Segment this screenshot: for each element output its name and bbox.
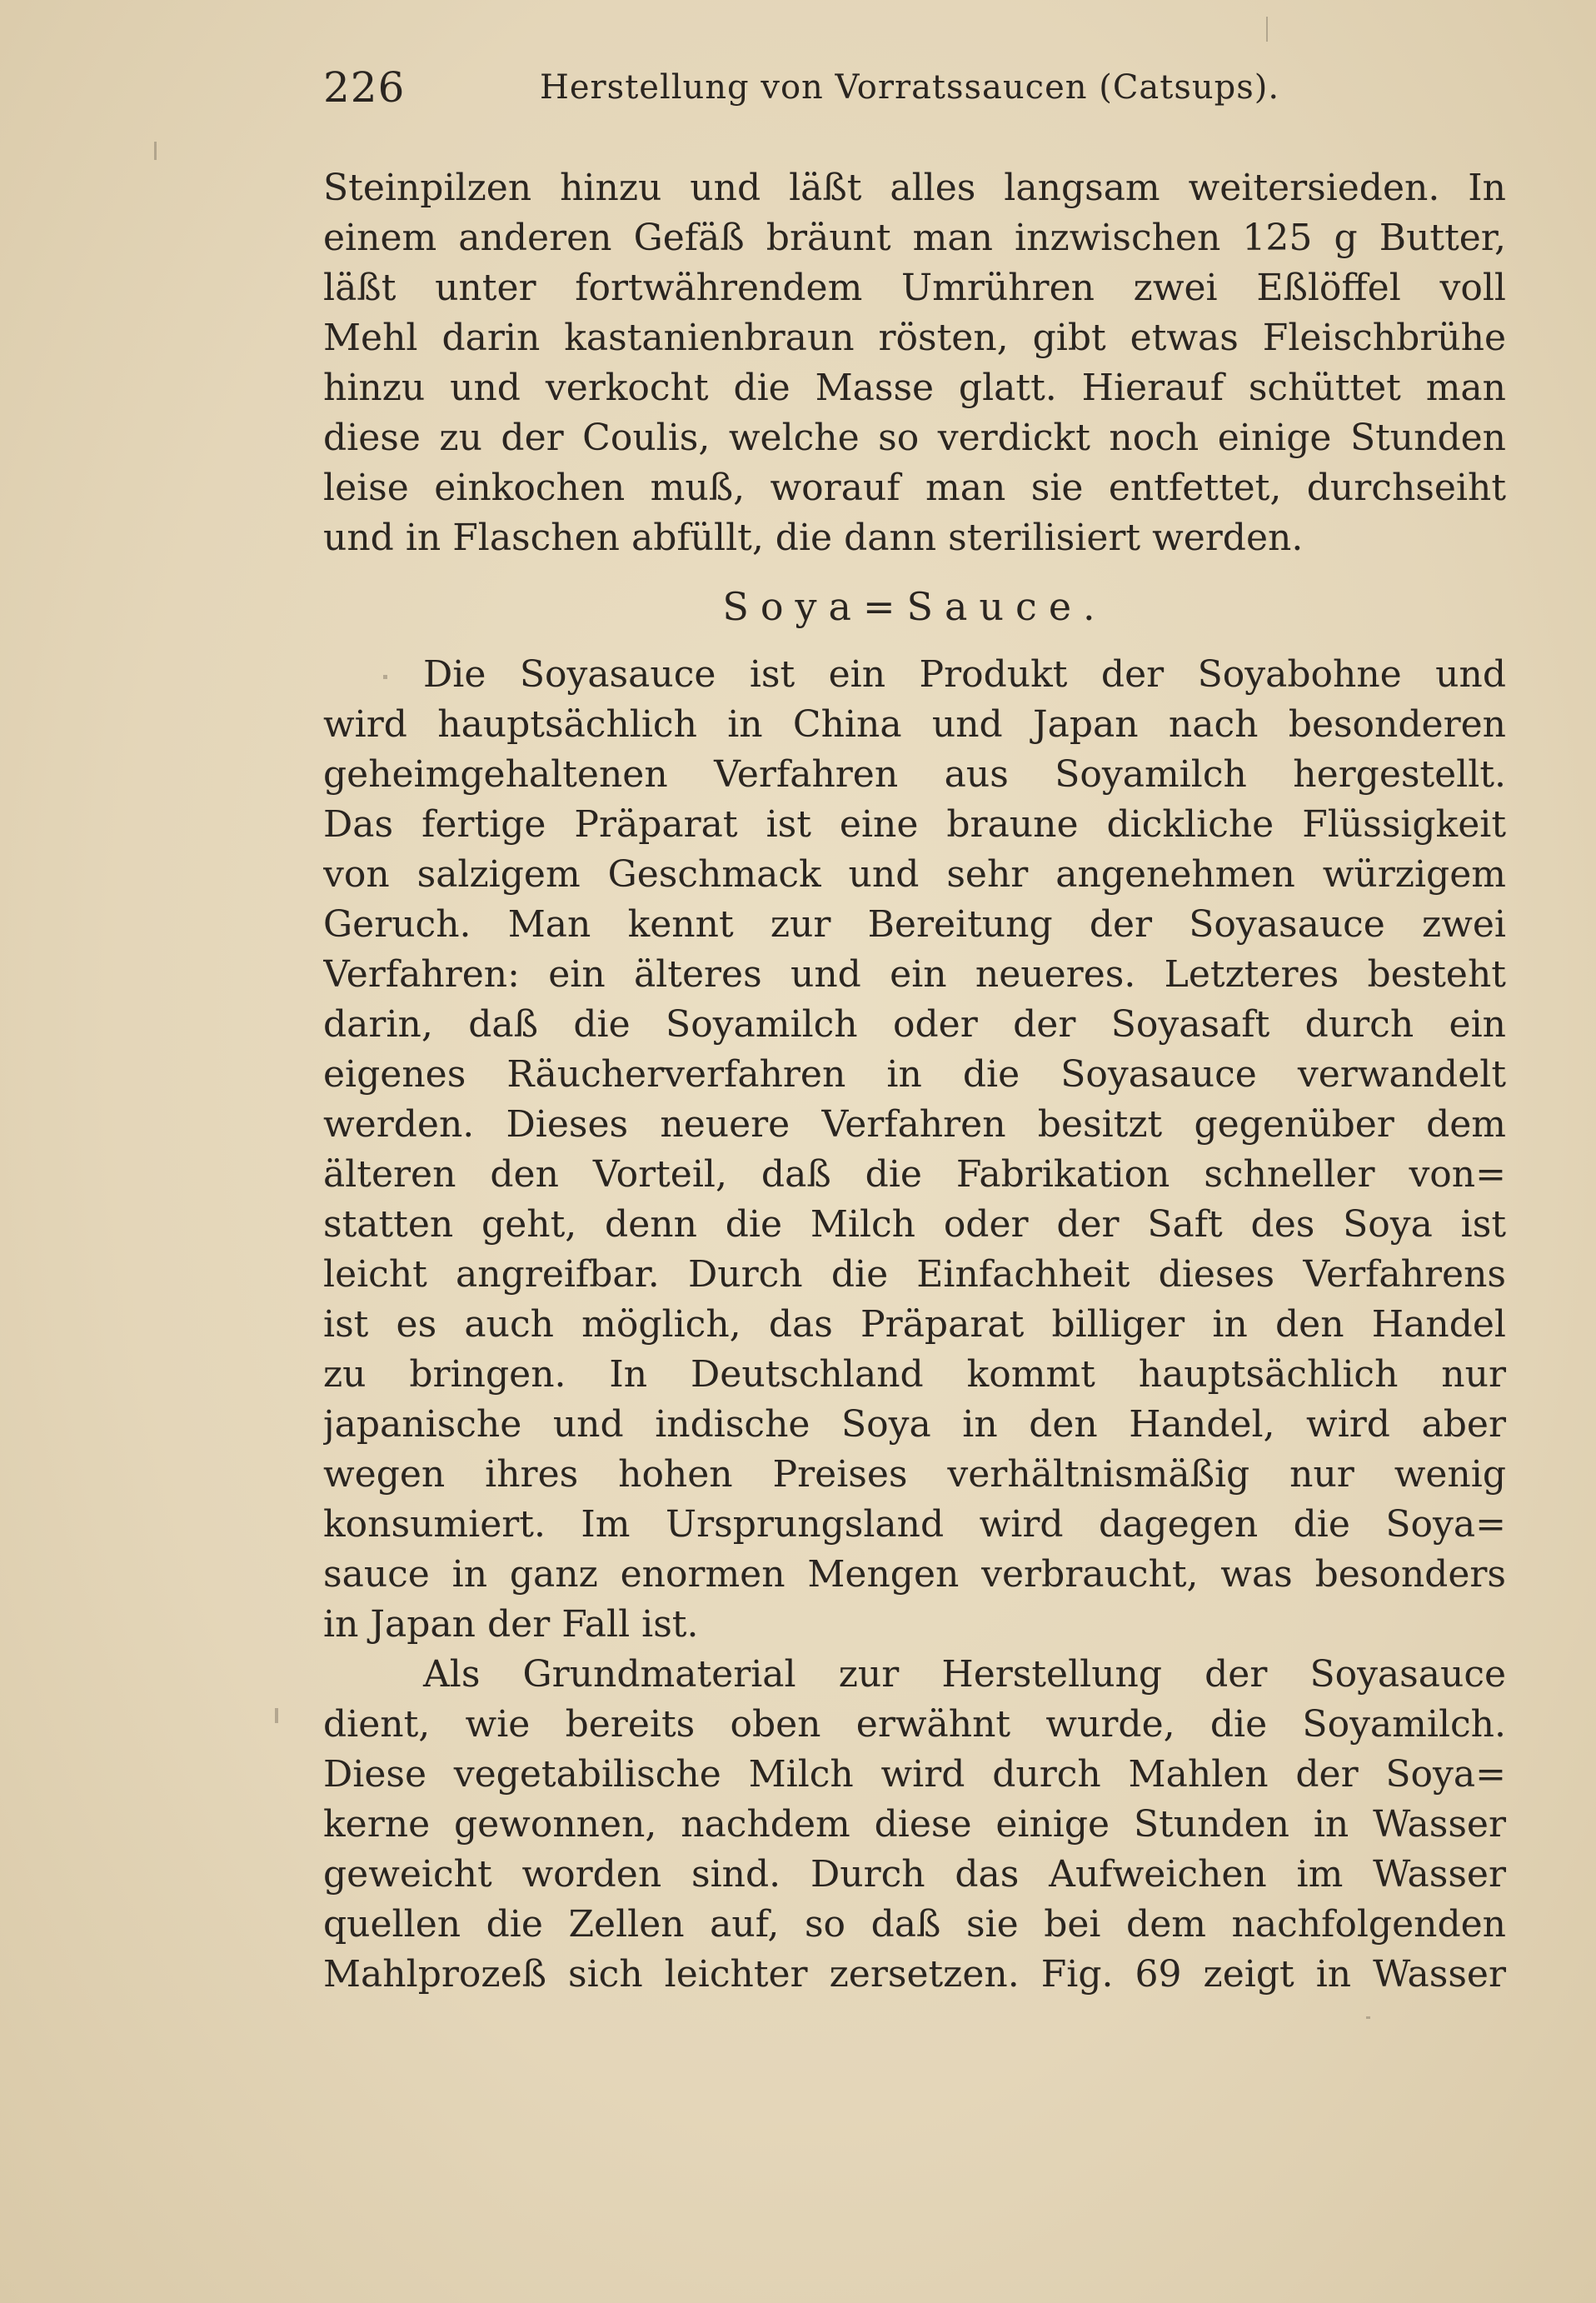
text-line: leise einkochen muß, worauf man sie entfettet, durchseiht bbox=[323, 467, 1506, 509]
text-line: wird hauptsächlich in China und Japan nach besonderen bbox=[323, 703, 1506, 746]
text-line: in Japan der Fall ist. bbox=[323, 1603, 699, 1646]
page-number: 226 bbox=[323, 63, 406, 112]
text-line: quellen die Zellen auf, so daß sie bei dem nachfolgenden bbox=[323, 1903, 1506, 1946]
text-line: Das fertige Präparat ist eine braune dickliche Flüssigkeit bbox=[323, 803, 1506, 846]
text-line: leicht angreifbar. Durch die Einfachheit dieses Verfahrens bbox=[323, 1253, 1506, 1296]
paper-speck bbox=[275, 1708, 278, 1723]
paper-speck bbox=[1366, 2016, 1370, 2019]
text-line: konsumiert. Im Ursprungsland wird dagegen die Soya= bbox=[323, 1503, 1506, 1546]
paper-speck bbox=[383, 675, 387, 679]
text-line: statten geht, denn die Milch oder der Saft des Soya ist bbox=[323, 1203, 1506, 1246]
paper-speck bbox=[154, 142, 157, 160]
body-text bbox=[323, 163, 1506, 2000]
text-line: Mehl darin kastanienbraun rösten, gibt etwas Fleischbrühe bbox=[323, 317, 1506, 359]
text-line: dient, wie bereits oben erwähnt wurde, die Soyamilch. bbox=[323, 1703, 1506, 1746]
text-line: von salzigem Geschmack und sehr angenehmen würzigem bbox=[323, 853, 1506, 896]
text-line: Die Soyasauce ist ein Produkt der Soyabohne und bbox=[423, 653, 1506, 696]
running-head: Herstellung von Vorratssaucen (Catsups). bbox=[540, 68, 1280, 107]
text-line: zu bringen. In Deutschland kommt hauptsächlich nur bbox=[323, 1353, 1506, 1396]
text-line: älteren den Vorteil, daß die Fabrikation schneller von= bbox=[323, 1153, 1506, 1196]
text-line: Verfahren: ein älteres und ein neueres. Letzteres besteht bbox=[323, 953, 1506, 996]
text-line: kerne gewonnen, nachdem diese einige Stunden in Wasser bbox=[323, 1803, 1506, 1846]
text-line: eigenes Räucherverfahren in die Soyasauce verwandelt bbox=[323, 1053, 1506, 1096]
paper-speck bbox=[1266, 17, 1268, 42]
text-line: geheimgehaltenen Verfahren aus Soyamilch hergestellt. bbox=[323, 753, 1506, 796]
text-line: läßt unter fortwährendem Umrühren zwei Eßlöffel voll bbox=[323, 267, 1506, 309]
text-line: Steinpilzen hinzu und läßt alles langsam weitersieden. In bbox=[323, 167, 1506, 209]
text-line: Mahlprozeß sich leichter zersetzen. Fig. 69 zeigt in Wasser bbox=[323, 1953, 1506, 1996]
text-line: Als Grundmaterial zur Herstellung der Soyasauce bbox=[423, 1653, 1506, 1696]
text-line: Geruch. Man kennt zur Bereitung der Soyasauce zwei bbox=[323, 903, 1506, 946]
text-line: sauce in ganz enormen Mengen verbraucht, was besonders bbox=[323, 1553, 1506, 1596]
text-line: geweicht worden sind. Durch das Aufweichen im Wasser bbox=[323, 1853, 1506, 1896]
text-line: wegen ihres hohen Preises verhältnismäßig nur wenig bbox=[323, 1453, 1506, 1496]
text-line: japanische und indische Soya in den Handel, wird aber bbox=[323, 1403, 1506, 1446]
text-line: hinzu und verkocht die Masse glatt. Hierauf schüttet man bbox=[323, 367, 1506, 409]
page-header bbox=[323, 58, 1281, 117]
text-line: darin, daß die Soyamilch oder der Soyasaft durch ein bbox=[323, 1003, 1506, 1046]
text-line: werden. Dieses neuere Verfahren besitzt gegenüber dem bbox=[323, 1103, 1506, 1146]
section-heading: Soya=Sauce. bbox=[722, 584, 1107, 629]
text-line: ist es auch möglich, das Präparat billiger in den Handel bbox=[323, 1303, 1506, 1346]
text-line: diese zu der Coulis, welche so verdickt noch einige Stunden bbox=[323, 417, 1506, 459]
text-line: einem anderen Gefäß bräunt man inzwischen 125 g Butter, bbox=[323, 217, 1506, 259]
text-line: Diese vegetabilische Milch wird durch Mahlen der Soya= bbox=[323, 1753, 1506, 1796]
text-line: und in Flaschen abfüllt, die dann sterilisiert werden. bbox=[323, 517, 1304, 559]
